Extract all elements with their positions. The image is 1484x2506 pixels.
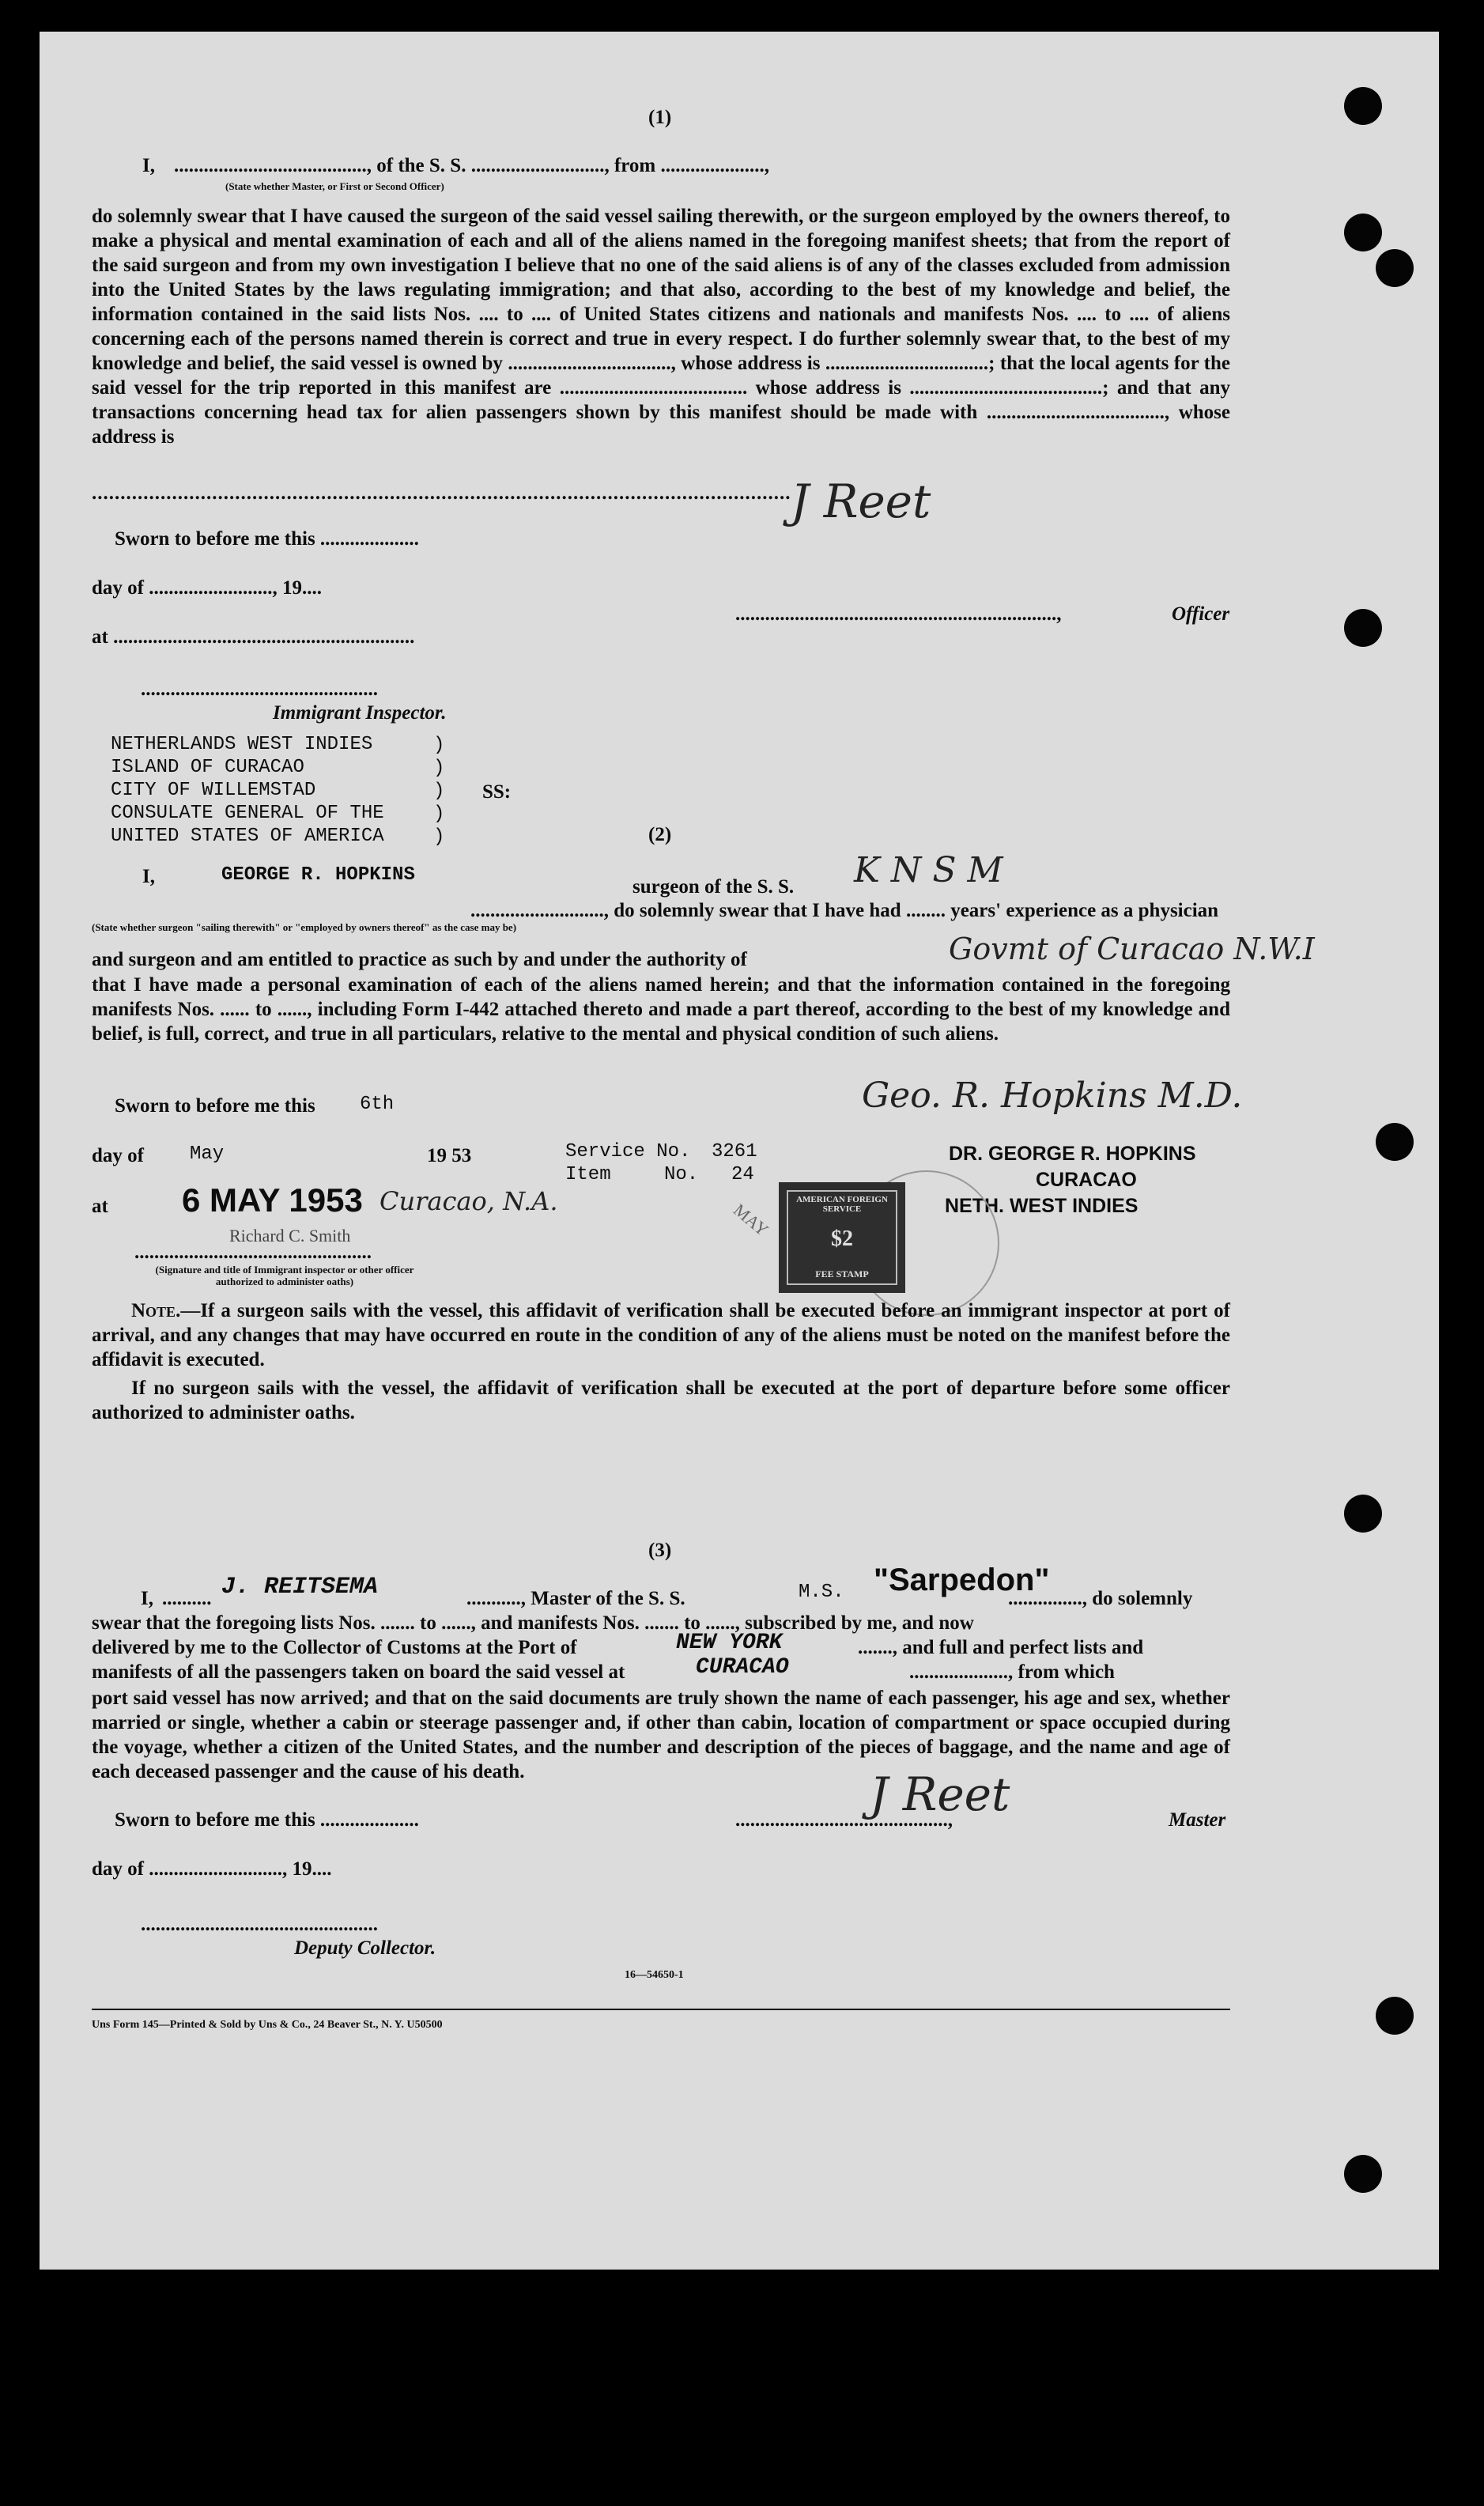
s3-master-signature: J Reet — [870, 1767, 1010, 1821]
s2-authority-line: and surgeon and am entitled to practice as such by and under the authority of — [92, 949, 747, 970]
s2-year: 19 53 — [427, 1145, 472, 1166]
s1-officer-label: Officer — [1172, 603, 1230, 625]
section-3-number: (3) — [648, 1540, 672, 1561]
punch-hole-3 — [1376, 249, 1414, 287]
s1-paragraph: do solemnly swear that I have caused the surgeon of the said vessel sailing therewith, or the surgeon employed by the owners thereof, to make a physical and mental examination of each and all of the aliens named in the foregoing manifest sheets; that from the report of the said surgeon and from my own investigation I believe that no one of the said aliens is of any of the classes excluded from admission into the United States by the laws regulating immigration; and that also, according to the best of my knowledge and belief, the information contained in the said lists Nos. .... to .... of United States citizens and nationals and manifests Nos. .... to .... of aliens concerning each of the persons named therein is correct and true in every respect. I do further solemnly swear that, to the best of my knowledge and belief, the said vessel is owned by ................................., whose address is .................................; that the local agents for the said vessel for the trip reported in this manifest are ...................................... whose address is .......................................; and that any transactions concerning head tax for alien passengers shown by this manifest should be made with ...................................., whose address is — [92, 206, 1230, 448]
s3-collector-dots: ................................................ — [141, 1914, 378, 1935]
venue-line-3: CITY OF WILLEMSTAD — [111, 780, 316, 801]
punch-hole-2 — [1344, 214, 1382, 251]
s3-ship-name: "Sarpedon" — [874, 1563, 1050, 1597]
postmark-text: MAY — [730, 1200, 772, 1241]
s3-line1-i: I, — [141, 1588, 153, 1609]
s1-inspector-label: Immigrant Inspector. — [273, 702, 447, 724]
s3-line1-mid: ..........., Master of the S. S. — [466, 1588, 685, 1609]
venue-ss: SS: — [482, 781, 512, 803]
fee-stamp-bottom: FEE STAMP — [815, 1268, 869, 1279]
s3-from-handwritten: CURACAO — [696, 1655, 789, 1680]
s2-line1: ..........................., do solemnly swear that I have had ........ years' experience as a physician — [470, 900, 1219, 921]
printer-imprint: Uns Form 145—Printed & Sold by Uns & Co., 24 Beaver St., N. Y. U50500 — [92, 2019, 443, 2031]
s3-day: day of ..........................., 19.... — [92, 1858, 332, 1880]
s1-at: at ............................................................. — [92, 626, 415, 648]
s2-date-stamp: 6 MAY 1953 — [182, 1181, 363, 1219]
s2-place-handwritten: Curacao, N.A. — [379, 1186, 558, 1216]
fee-stamp-value: $2 — [831, 1227, 853, 1251]
doctor-stamp-line-3: NETH. WEST INDIES — [945, 1195, 1138, 1217]
s3-line1-end: ..............., do solemnly — [1008, 1588, 1193, 1609]
venue-line-4: CONSULATE GENERAL OF THE — [111, 803, 384, 824]
s2-service-no-label: Service No. — [565, 1141, 691, 1162]
punch-hole-5 — [1376, 1123, 1414, 1161]
punch-hole-6 — [1344, 1495, 1382, 1533]
s3-master-label: Master — [1169, 1809, 1226, 1831]
s2-paragraph: that I have made a personal examination of each of the aliens named herein; and that the information contained in the foregoing manifests Nos. ...... to ......, including Form I-442 attached thereto and made a part thereof, according to the best of my knowledge and belief, is full, correct, and true in all particulars, relative to the mental and physical condition of such aliens. — [92, 974, 1230, 1045]
s2-month: May — [190, 1143, 225, 1165]
s2-item-no-label: No. — [664, 1164, 699, 1185]
note-1-text: —If a surgeon sails with the vessel, this affidavit of verification shall be executed before an immigrant inspector at port of arrival, and any changes that may have occurred en route in the condition of any of the aliens must be noted on the manifest before the affidavit is executed. — [92, 1300, 1230, 1370]
note-1-label: Note. — [131, 1300, 181, 1321]
s1-line1: ......................................., of the S. S. ..........................., from ....................., — [174, 155, 770, 176]
s3-line1-dots: .......... — [162, 1588, 212, 1609]
s2-surgeon-of: surgeon of the S. S. — [632, 876, 795, 898]
s2-official-dots: ................................................ — [134, 1242, 372, 1263]
s3-master-dots: ..........................................., — [735, 1809, 953, 1831]
s2-line1-note: (State whether surgeon "sailing therewith" or "employed by owners thereof" as the case may be) — [92, 921, 517, 933]
s2-surgeon-name: GEORGE R. HOPKINS — [221, 864, 415, 886]
s3-line3b: ......., and full and perfect lists and — [858, 1637, 1144, 1658]
punch-hole-8 — [1344, 2155, 1382, 2193]
s3-ms: M.S. — [799, 1582, 844, 1603]
s2-sworn-day: 6th — [360, 1094, 395, 1115]
venue-line-2: ISLAND OF CURACAO — [111, 757, 304, 778]
s3-paragraph: port said vessel has now arrived; and that on the said documents are truly shown the name of each passenger, his age and sex, whether married or single, whether a cabin or steerage passenger and, if other than cabin, location of compartment or space occupied during the voyage, whether a citizen of the United States, and the number and description of the pieces of baggage, and the name and age of each deceased passenger and the cause of his death. — [92, 1688, 1230, 1782]
s2-line1-i: I, — [142, 866, 155, 887]
venue-brackets: ) ) ) ) ) — [433, 735, 445, 848]
s3-sworn: Sworn to before me this .................... — [115, 1809, 419, 1831]
fee-stamp — [779, 1182, 905, 1293]
note-2-text: If no surgeon sails with the vessel, the affidavit of verification shall be executed at the port of departure before some officer authorized to administer oaths. — [92, 1378, 1230, 1423]
venue-line-1: NETHERLANDS WEST INDIES — [111, 734, 373, 755]
fee-stamp-top: AMERICAN FOREIGN SERVICE — [796, 1195, 888, 1214]
s3-line3a: delivered by me to the Collector of Customs at the Port of — [92, 1637, 577, 1658]
section-1-number: (1) — [648, 107, 672, 128]
doctor-stamp-line-2: CURACAO — [1036, 1169, 1137, 1191]
s3-collector-label: Deputy Collector. — [294, 1937, 436, 1959]
s2-doctor-signature: Geo. R. Hopkins M.D. — [862, 1075, 1243, 1116]
s1-line1-note: (State whether Master, or First or Second Officer) — [225, 180, 444, 192]
s3-line2: swear that the foregoing lists Nos. ....... to ......, and manifests Nos. ....... to ......, subscribed by me, and now — [92, 1612, 974, 1634]
s2-sworn-label: Sworn to before me this — [115, 1095, 315, 1117]
s2-item-no: 24 — [731, 1164, 754, 1185]
s3-line4a: manifests of all the passengers taken on board the said vessel at — [92, 1661, 625, 1683]
s1-line1-i: I, — [142, 155, 155, 176]
s3-master-handwritten: J. REITSEMA — [221, 1574, 379, 1601]
s1-dots-line: .......................................................................................................................... — [92, 482, 791, 504]
s1-signature: J Reet — [791, 474, 931, 528]
footer-rule — [92, 2009, 1230, 2010]
note-1 — [92, 1298, 1230, 1372]
venue-line-5: UNITED STATES OF AMERICA — [111, 826, 384, 847]
note-2 — [92, 1376, 1230, 1425]
doctor-stamp-line-1: DR. GEORGE R. HOPKINS — [949, 1143, 1196, 1165]
punch-hole-1 — [1344, 87, 1382, 125]
punch-hole-4 — [1344, 609, 1382, 647]
s1-sworn: Sworn to before me this .................... — [115, 528, 419, 550]
s2-official-name: Richard C. Smith — [229, 1226, 351, 1245]
s1-officer-dots: ................................................................., — [735, 603, 1062, 625]
s3-port-handwritten: NEW YORK — [676, 1631, 783, 1655]
s1-day: day of ........................., 19.... — [92, 577, 322, 599]
form-code: 16—54650-1 — [625, 1969, 684, 1981]
s3-line4b: ...................., from which — [909, 1661, 1115, 1683]
s2-service-no: 3261 — [712, 1141, 757, 1162]
s2-vessel-handwritten: K N S M — [854, 850, 1003, 890]
s2-authority-handwritten: Govmt of Curacao N.W.I — [949, 932, 1315, 966]
punch-hole-7 — [1376, 1997, 1414, 2035]
s2-item-label: Item — [565, 1164, 611, 1185]
s2-signature-note: (Signature and title of Immigrant inspector or other officer authorized to administer oaths) — [155, 1264, 414, 1287]
s1-inspector-dots: ................................................ — [141, 678, 378, 700]
s2-day-label: day of — [92, 1145, 144, 1166]
s2-at-label: at — [92, 1196, 108, 1217]
section-2-number: (2) — [648, 824, 672, 845]
